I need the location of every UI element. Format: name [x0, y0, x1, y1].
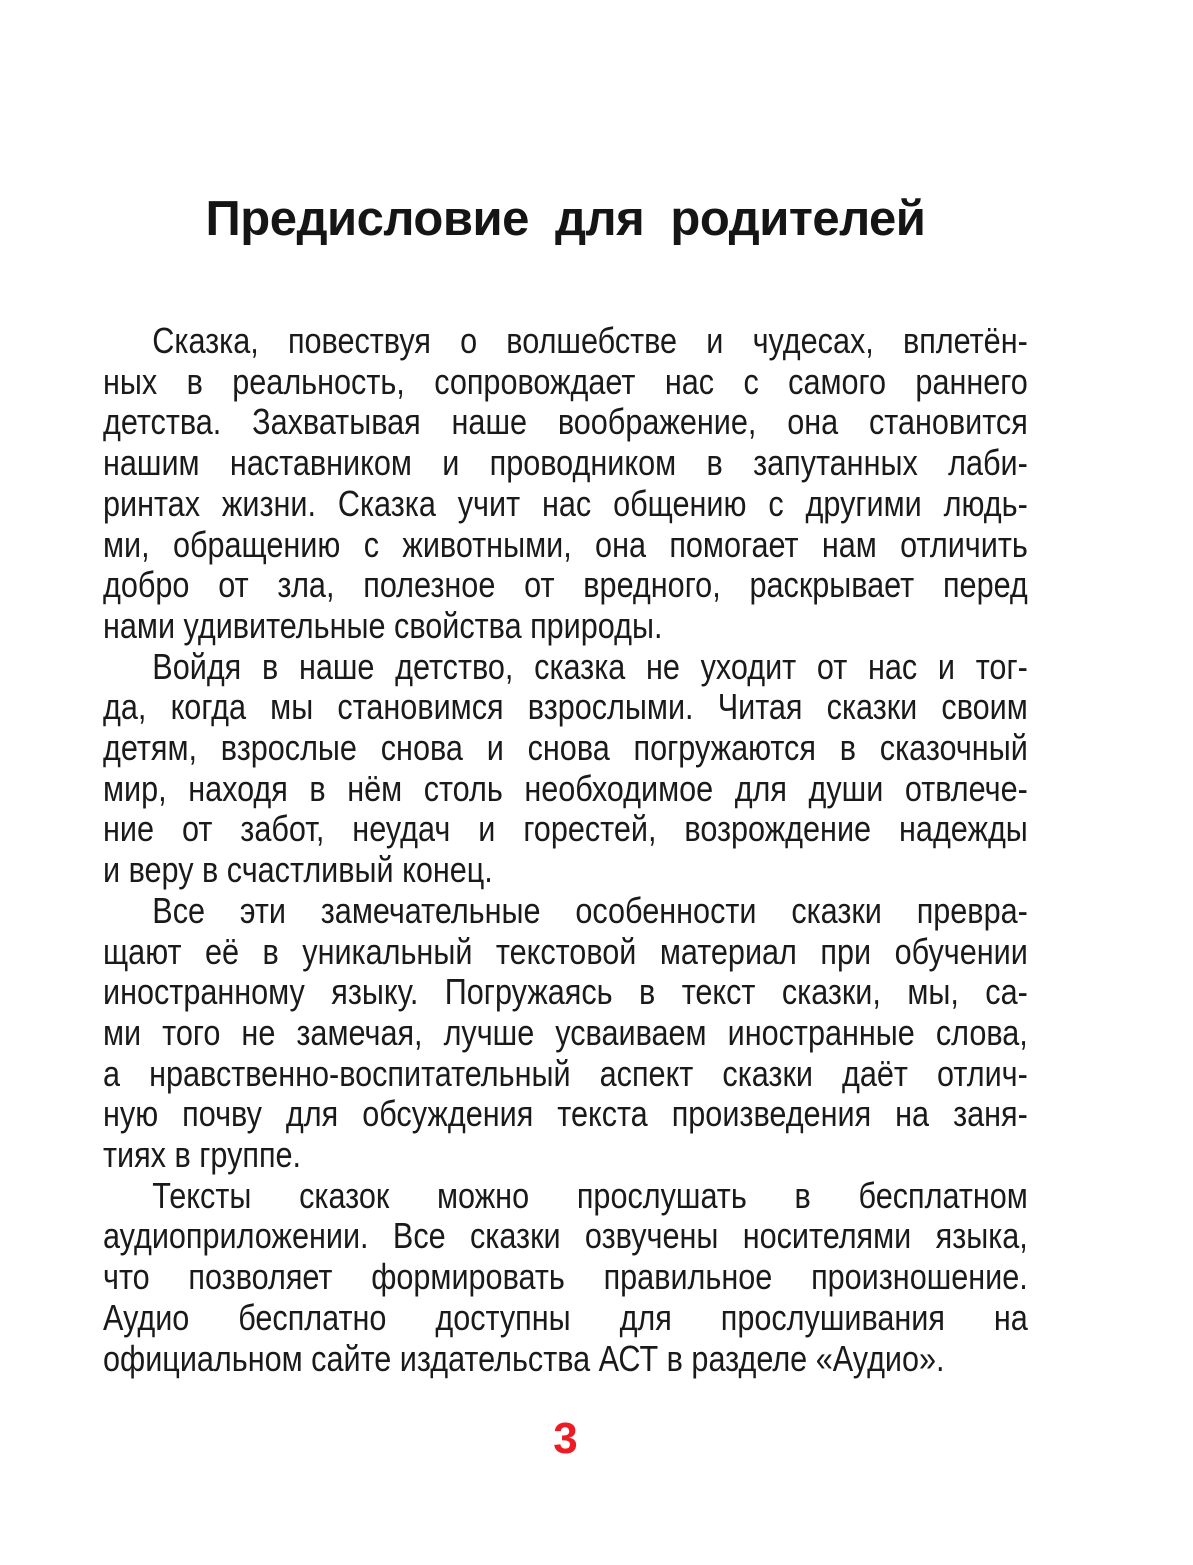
- paragraph: [103, 647, 1028, 891]
- text-line: Тексты сказок можно прослушать в бесплатном: [152, 1174, 1028, 1216]
- page-number: 3: [553, 1414, 578, 1463]
- text-line: Все эти замечательные особенности сказки превра-: [152, 889, 1028, 931]
- text-line: ных в реальность, сопровождает нас с самого раннего: [103, 360, 1028, 402]
- text-line: добро от зла, полезное от вредного, раскрывает перед: [103, 564, 1028, 606]
- text-line: ми, обращению с животными, она помогает нам отличить: [103, 523, 1028, 565]
- text-line: да, когда мы становимся взрослыми. Читая сказки своим: [103, 686, 1028, 728]
- text-line: нашим наставником и проводником в запутанных лаби-: [103, 442, 1028, 484]
- text-line: щают её в уникальный текстовой материал при обучении: [103, 930, 1028, 972]
- text-line: детства. Захватывая наше воображение, она становится: [103, 401, 1028, 443]
- text-line: ми того не замечая, лучше усваиваем иностранные слова,: [103, 1011, 1028, 1053]
- body-text: [103, 321, 1028, 1379]
- paragraph: [103, 891, 1028, 1176]
- text-line: Сказка, повествуя о волшебстве и чудесах, вплетён-: [152, 320, 1028, 361]
- text-line: ную почву для обсуждения текста произведения на заня-: [103, 1093, 1028, 1135]
- paragraph: [103, 321, 1028, 647]
- text-line: ринтах жизни. Сказка учит нас общению с другими людь-: [103, 482, 1028, 524]
- text-line: детям, взрослые снова и снова погружаются в сказочный: [103, 727, 1028, 769]
- text-line: Войдя в наше детство, сказка не уходит от нас и тог-: [152, 645, 1028, 687]
- text-line: мир, находя в нём столь необходимое для души отвлече-: [103, 767, 1028, 809]
- text-line: официальном сайте издательства АСТ в разделе «Аудио».: [103, 1337, 945, 1379]
- text-line: тиях в группе.: [103, 1134, 302, 1176]
- text-line: нами удивительные свойства природы.: [103, 604, 663, 646]
- text-line: что позволяет формировать правильное произношение.: [103, 1256, 1028, 1298]
- text-line: аудиоприложении. Все сказки озвучены носителями языка,: [103, 1215, 1028, 1257]
- text-line: Аудио бесплатно доступны для прослушивания на: [103, 1296, 1028, 1338]
- text-line: а нравственно-воспитательный аспект сказки даёт отлич-: [103, 1052, 1028, 1094]
- text-line: иностранному языку. Погружаясь в текст сказки, мы, са-: [103, 971, 1028, 1013]
- text-line: ние от забот, неудач и горестей, возрождение надежды: [103, 808, 1028, 850]
- page-title: Предисловие для родителей: [205, 191, 926, 246]
- paragraph: [103, 1176, 1028, 1380]
- text-line: и веру в счастливый конец.: [103, 849, 493, 891]
